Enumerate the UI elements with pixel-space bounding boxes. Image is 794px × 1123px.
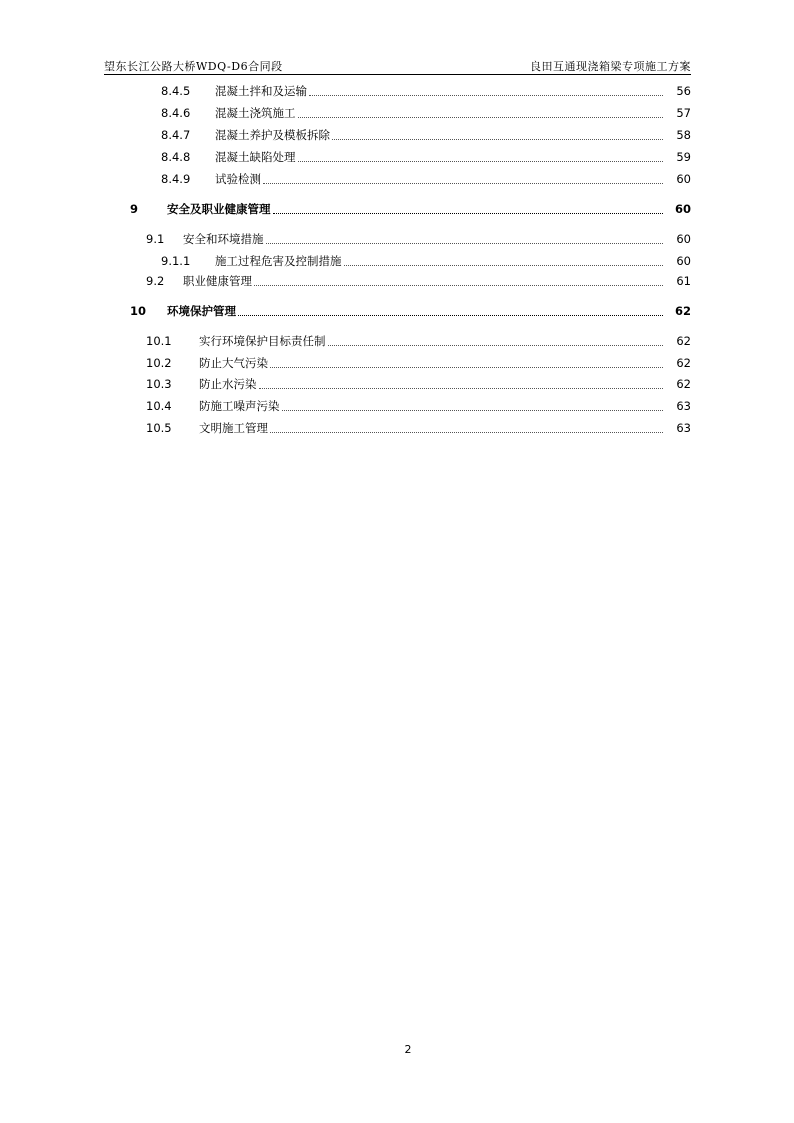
- toc-entry-page: 63: [676, 421, 691, 435]
- toc-entry-title: 职业健康管理: [183, 274, 252, 288]
- toc-entry-page: 62: [676, 334, 691, 348]
- toc-chapter-entry[interactable]: [0, 303, 691, 319]
- toc-entry[interactable]: [0, 253, 691, 269]
- toc-entry-page: 60: [676, 254, 691, 268]
- toc-entry-title: 混凝土浇筑施工: [215, 106, 296, 120]
- toc-entry-number: 9.1: [146, 232, 165, 246]
- toc-entry-page: 57: [676, 106, 691, 120]
- toc-leader-dots: [328, 344, 664, 346]
- toc-entry-title: 防施工噪声污染: [199, 399, 280, 413]
- toc-leader-dots: [309, 94, 663, 96]
- toc-entry[interactable]: [0, 231, 691, 247]
- toc-entry-number: 10.2: [146, 356, 172, 370]
- toc-entry-title: 安全及职业健康管理: [167, 202, 271, 216]
- toc-entry-title: 施工过程危害及控制措施: [215, 254, 342, 268]
- toc-entry-number: 8.4.5: [161, 84, 191, 98]
- toc-entry-page: 60: [674, 202, 691, 216]
- toc-leader-dots: [298, 116, 664, 118]
- toc-entry-number: 9.1.1: [161, 254, 191, 268]
- toc-entry-title: 实行环境保护目标责任制: [199, 334, 326, 348]
- toc-entry-number: 8.4.7: [161, 128, 191, 142]
- toc-entry-title: 混凝土拌和及运输: [215, 84, 307, 98]
- page-header: [104, 58, 691, 75]
- toc-entry[interactable]: [0, 83, 691, 99]
- toc-entry[interactable]: [0, 398, 691, 414]
- toc-entry-title: 环境保护管理: [167, 304, 236, 318]
- toc-entry-page: 58: [676, 128, 691, 142]
- toc-chapter-entry[interactable]: [0, 201, 691, 217]
- toc-entry-title: 文明施工管理: [199, 421, 268, 435]
- toc-entry[interactable]: [0, 376, 691, 392]
- toc-entry-title: 防止水污染: [199, 377, 257, 391]
- toc-entry-page: 59: [676, 150, 691, 164]
- toc-entry-number: 9: [130, 202, 139, 216]
- toc-entry-page: 62: [676, 356, 691, 370]
- toc-entry[interactable]: [0, 105, 691, 121]
- toc-leader-dots: [263, 182, 663, 184]
- toc-entry-title: 安全和环境措施: [183, 232, 264, 246]
- toc-entry-page: 63: [676, 399, 691, 413]
- toc-entry-page: 60: [676, 172, 691, 186]
- toc-leader-dots: [332, 138, 663, 140]
- toc-entry-title: 试验检测: [215, 172, 261, 186]
- toc-entry-number: 8.4.6: [161, 106, 191, 120]
- toc-entry-number: 10.1: [146, 334, 172, 348]
- toc-entry-number: 10.5: [146, 421, 172, 435]
- header-document-title: 良田互通现浇箱梁专项施工方案: [530, 60, 691, 73]
- toc-leader-dots: [270, 431, 663, 433]
- page-number: 2: [404, 1043, 412, 1056]
- toc-entry-number: 10.3: [146, 377, 172, 391]
- toc-leader-dots: [259, 387, 664, 389]
- toc-entry[interactable]: [0, 355, 691, 371]
- toc-entry-page: 62: [674, 304, 691, 318]
- toc-entry-number: 10: [130, 304, 147, 318]
- toc-entry-page: 60: [676, 232, 691, 246]
- toc-entry-title: 混凝土缺陷处理: [215, 150, 296, 164]
- header-project-name: 望东长江公路大桥WDQ-D6合同段: [104, 60, 283, 73]
- toc-entry-number: 9.2: [146, 274, 165, 288]
- toc-entry-page: 56: [676, 84, 691, 98]
- toc-leader-dots: [344, 264, 664, 266]
- toc-leader-dots: [254, 284, 663, 286]
- toc-entry-number: 8.4.8: [161, 150, 191, 164]
- toc-entry-number: 10.4: [146, 399, 172, 413]
- toc-leader-dots: [282, 409, 664, 411]
- toc-entry-title: 防止大气污染: [199, 356, 268, 370]
- toc-entry[interactable]: [0, 171, 691, 187]
- toc-leader-dots: [238, 314, 663, 316]
- toc-leader-dots: [273, 212, 664, 214]
- toc-entry[interactable]: [0, 127, 691, 143]
- toc-leader-dots: [298, 160, 664, 162]
- toc-entry-title: 混凝土养护及模板拆除: [215, 128, 330, 142]
- toc-entry-number: 8.4.9: [161, 172, 191, 186]
- toc-entry[interactable]: [0, 273, 691, 289]
- toc-entry[interactable]: [0, 420, 691, 436]
- toc-entry-page: 62: [676, 377, 691, 391]
- toc-leader-dots: [270, 366, 663, 368]
- toc-entry[interactable]: [0, 333, 691, 349]
- toc-entry-page: 61: [676, 274, 691, 288]
- toc-entry[interactable]: [0, 149, 691, 165]
- toc-leader-dots: [266, 242, 664, 244]
